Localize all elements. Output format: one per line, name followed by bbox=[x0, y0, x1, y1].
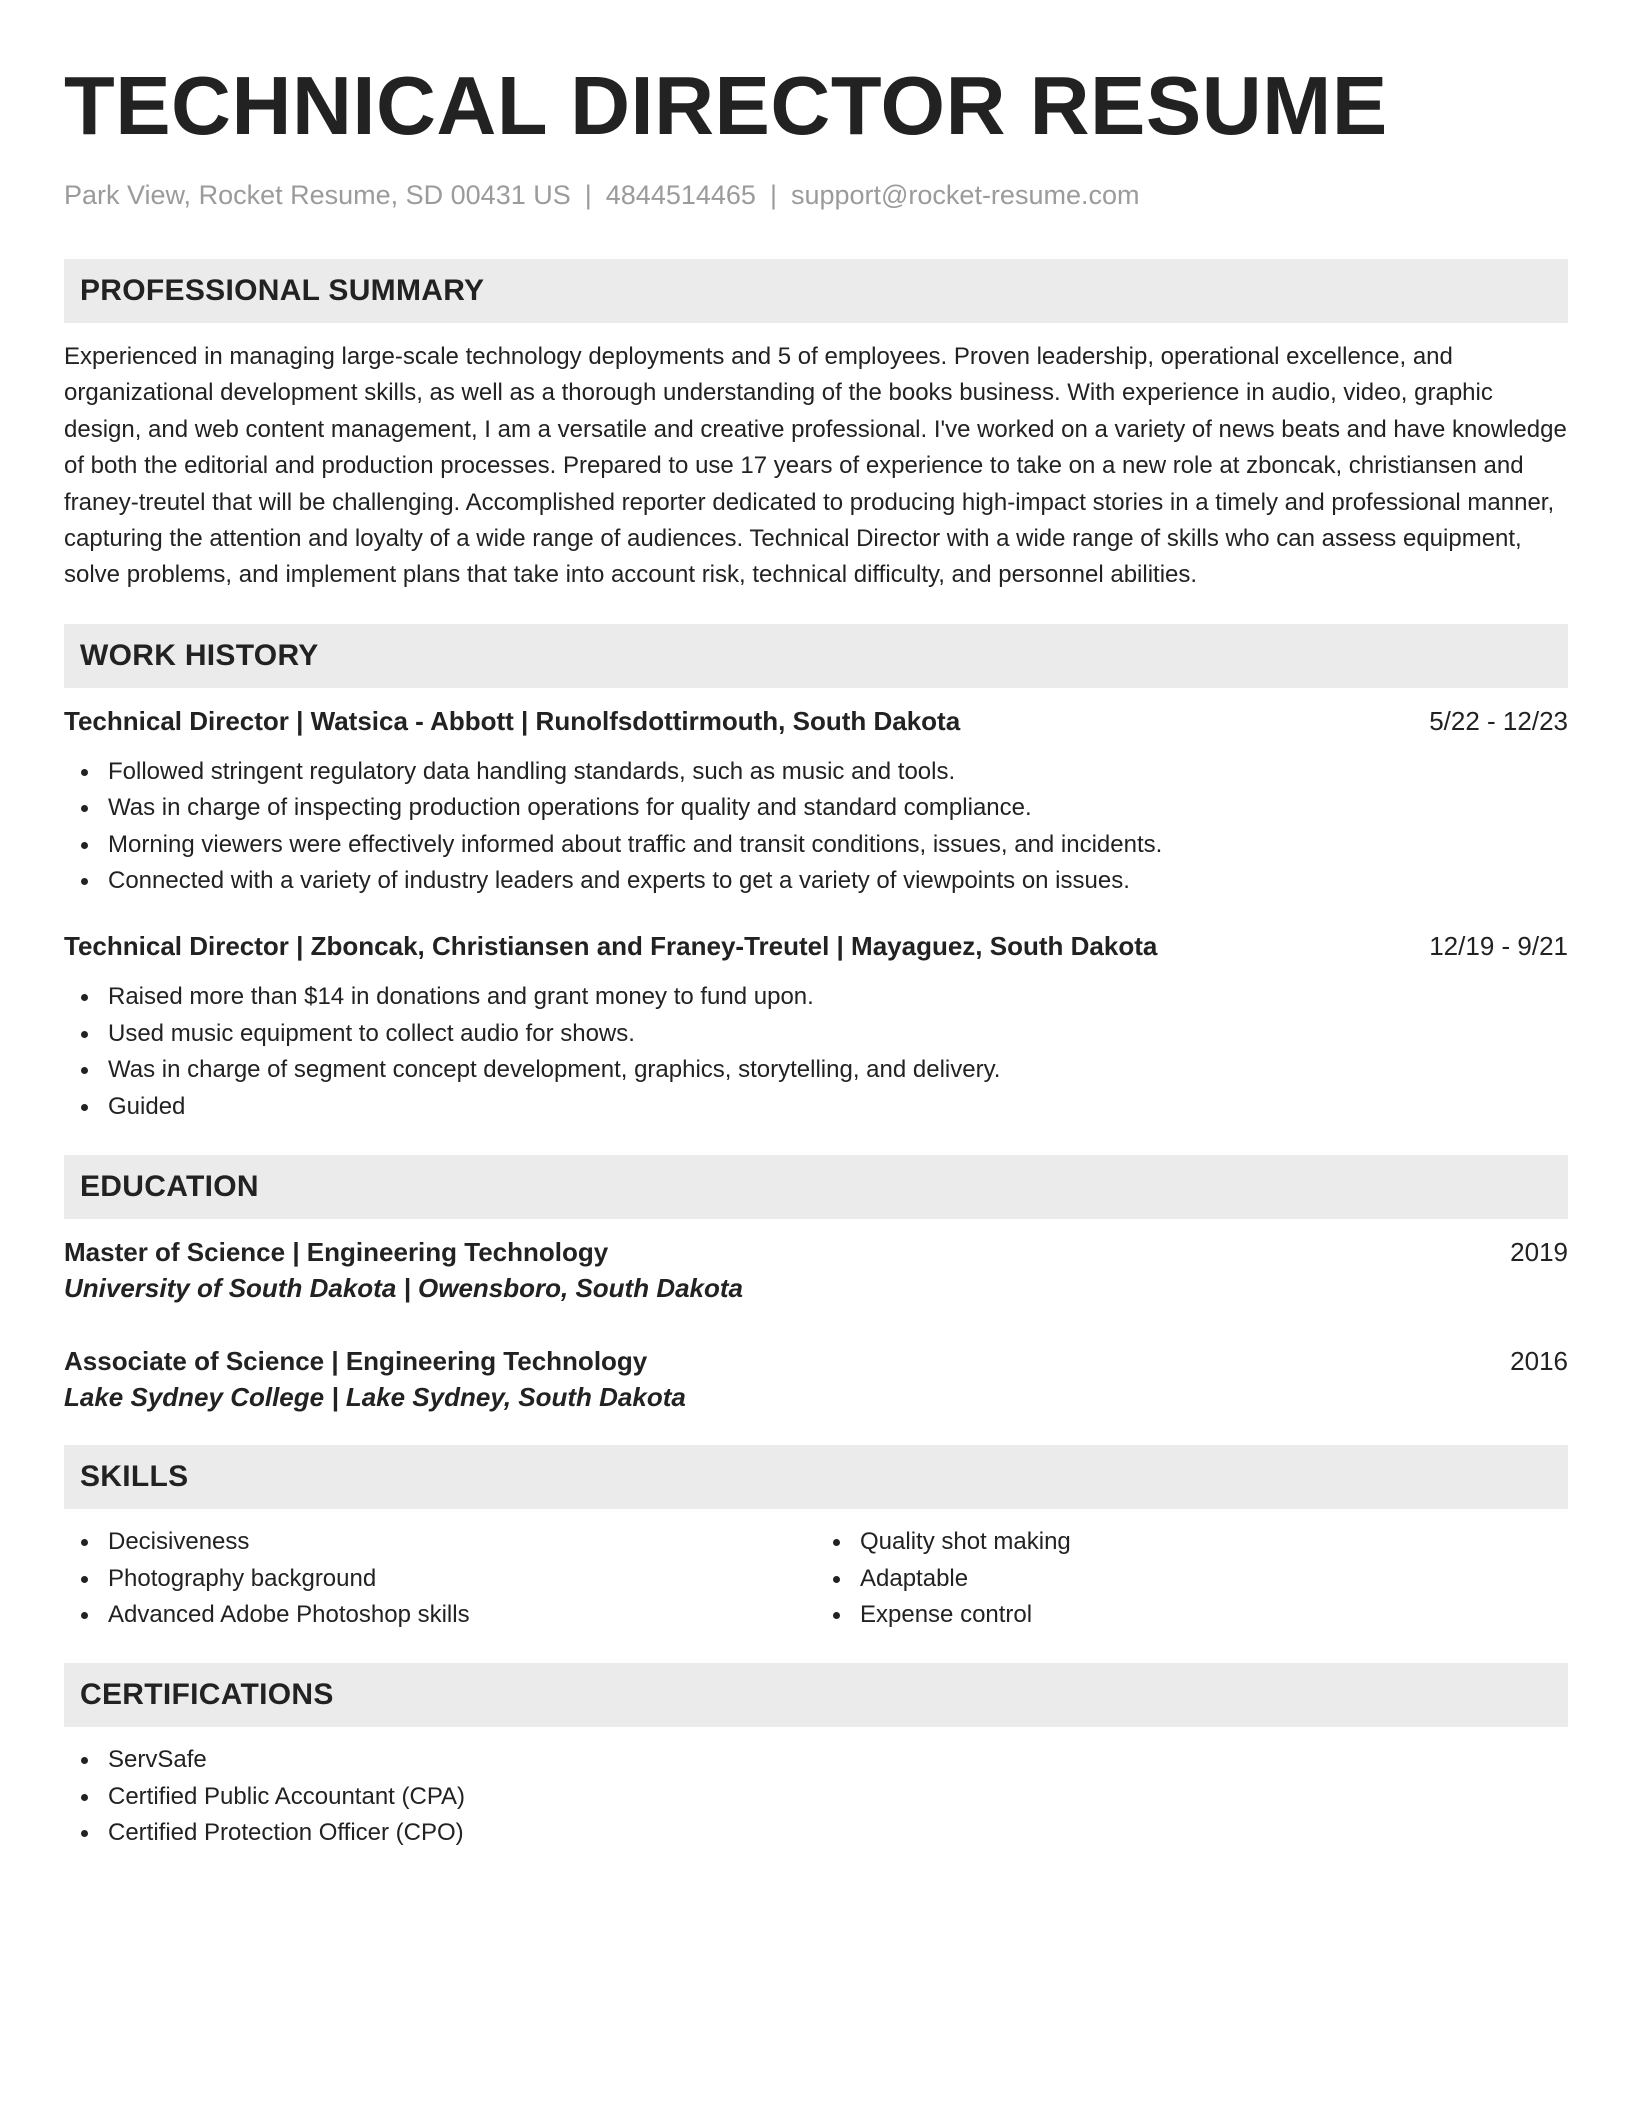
job-bullet: Followed stringent regulatory data handling standards, such as music and tools. bbox=[64, 754, 1568, 790]
education-school: Lake Sydney College | Lake Sydney, South Dakota bbox=[64, 1382, 686, 1413]
education-entry bbox=[64, 1343, 1568, 1415]
contact-email: support@rocket-resume.com bbox=[790, 180, 1140, 210]
contact-phone: 4844514465 bbox=[605, 180, 756, 210]
section-header-education: EDUCATION bbox=[64, 1155, 1568, 1219]
education-school: University of South Dakota | Owensboro, South Dakota bbox=[64, 1273, 744, 1304]
job-header bbox=[64, 928, 1568, 964]
job-bullet: Guided bbox=[64, 1089, 1568, 1125]
job-header bbox=[64, 703, 1568, 739]
skill-item: Quality shot making bbox=[816, 1524, 1568, 1560]
skill-item: Photography background bbox=[64, 1561, 816, 1597]
certifications-list bbox=[64, 1742, 1568, 1851]
education-degree: Master of Science | Engineering Technology bbox=[64, 1237, 609, 1268]
education-year: 2019 bbox=[1510, 1237, 1568, 1268]
education-header bbox=[64, 1343, 1568, 1379]
job-bullet: Was in charge of segment concept development, graphics, storytelling, and delivery. bbox=[64, 1052, 1568, 1088]
job-bullet: Morning viewers were effectively informed about traffic and transit conditions, issues, and incidents. bbox=[64, 827, 1568, 863]
job-dates: 5/22 - 12/23 bbox=[1429, 705, 1568, 736]
skills-list-left bbox=[64, 1524, 816, 1633]
skill-item: Adaptable bbox=[816, 1561, 1568, 1597]
certification-item: Certified Public Accountant (CPA) bbox=[64, 1779, 1568, 1815]
skill-item: Decisiveness bbox=[64, 1524, 816, 1560]
contact-line bbox=[64, 178, 1568, 212]
job-title-line: Technical Director | Watsica - Abbott | Runolfsdottirmouth, South Dakota bbox=[64, 705, 961, 736]
skill-item: Expense control bbox=[816, 1597, 1568, 1633]
job-bullets bbox=[64, 754, 1568, 900]
job-title-line: Technical Director | Zboncak, Christiansen and Franey-Treutel | Mayaguez, South Dakota bbox=[64, 931, 1158, 962]
skills-list-right bbox=[816, 1524, 1568, 1633]
job-entry bbox=[64, 703, 1568, 900]
job-bullets bbox=[64, 979, 1568, 1125]
section-header-certifications: CERTIFICATIONS bbox=[64, 1663, 1568, 1727]
job-bullet: Raised more than $14 in donations and grant money to fund upon. bbox=[64, 979, 1568, 1015]
resume-title: TECHNICAL DIRECTOR RESUME bbox=[64, 59, 1388, 152]
section-header-summary: PROFESSIONAL SUMMARY bbox=[64, 259, 1568, 323]
job-dates: 12/19 - 9/21 bbox=[1429, 931, 1568, 962]
education-degree: Associate of Science | Engineering Technology bbox=[64, 1346, 648, 1377]
contact-separator: | bbox=[769, 180, 777, 210]
education-header bbox=[64, 1234, 1568, 1270]
certification-item: ServSafe bbox=[64, 1742, 1568, 1778]
contact-address: Park View, Rocket Resume, SD 00431 US bbox=[64, 180, 571, 210]
section-header-work-history: WORK HISTORY bbox=[64, 624, 1568, 688]
job-entry bbox=[64, 928, 1568, 1125]
job-bullet: Used music equipment to collect audio for shows. bbox=[64, 1016, 1568, 1052]
skill-item: Advanced Adobe Photoshop skills bbox=[64, 1597, 816, 1633]
job-bullet: Was in charge of inspecting production operations for quality and standard compliance. bbox=[64, 790, 1568, 826]
certification-item: Certified Protection Officer (CPO) bbox=[64, 1815, 1568, 1851]
education-year: 2016 bbox=[1510, 1346, 1568, 1377]
section-header-skills: SKILLS bbox=[64, 1445, 1568, 1509]
contact-separator: | bbox=[584, 180, 592, 210]
summary-text: Experienced in managing large-scale technology deployments and 5 of employees. Proven leadership, operational excellence, and organizational development skills, as well as a thorough understanding of the books business. With experience in audio, video, graphic design, and web content management, I am a versatile and creative professional. I've worked on a variety of news beats and have knowledge of both the editorial and production processes. Prepared to use 17 years of experience to take on a new role at zboncak, christiansen and franey-treutel that will be challenging. Accomplished reporter dedicated to producing high-impact stories in a timely and professional manner, capturing the attention and loyalty of a wide range of audiences. Technical Director with a wide range of skills who can assess equipment, solve problems, and implement plans that take into account risk, technical difficulty, and personnel abilities. bbox=[64, 343, 1567, 589]
skills-columns bbox=[64, 1524, 1568, 1633]
job-bullet: Connected with a variety of industry leaders and experts to get a variety of viewpoints on issues. bbox=[64, 863, 1568, 899]
education-entry bbox=[64, 1234, 1568, 1306]
